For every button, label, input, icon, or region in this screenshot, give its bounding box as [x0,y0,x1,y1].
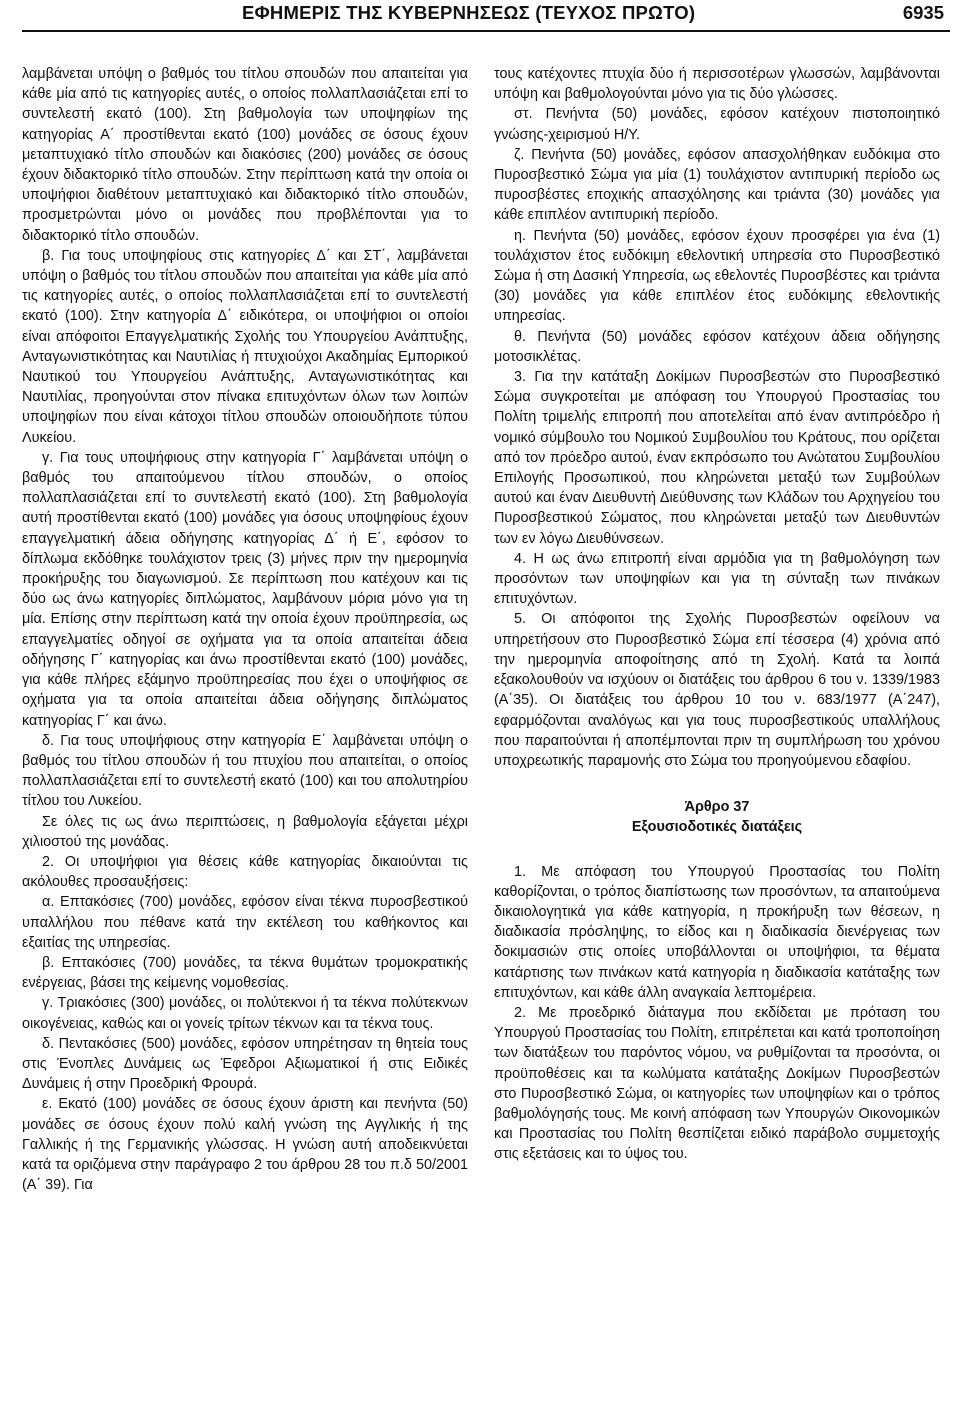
paragraph: τους κατέχοντες πτυχία δύο ή περισσοτέρων γλωσσών, λαμβάνονται υπόψη και βαθμολογούνται μόνο για τις δύο γλώσσες. [494,66,940,103]
paragraph: η. Πενήντα (50) μονάδες, εφόσον έχουν προσφέρει για ένα (1) τουλάχιστον έτος ευδόκιμη εθελοντική υπηρεσία στο Πυροσβεστικό Σώμα ή στη Δασική Υπηρεσία, ως εθελοντές Πυροσβέστες και τριάντα (30) μονάδες για κάθε επιπλέον έτος ευδόκιμης εθελοντικής υπηρεσίας. [494,227,940,325]
article-number: Άρθρο 37 [684,799,750,816]
paragraph: 5. Οι απόφοιτοι της Σχολής Πυροσβεστών οφείλουν να υπηρετήσουν στο Πυροσβεστικό Σώμα επί τέσσερα (4) χρόνια από την ημερομηνία αποφοίτησης από τη Σχολή. Κατά τα λοιπά εξακολουθούν να ισχύουν οι διατάξεις του άρθρου 6 του ν. 1339/1983 (Α΄35). Οι διατάξεις του άρθρου 10 του ν. 683/1977 (Α΄247), εφαρμόζονται αναλόγως και για τους πυροσβεστικούς υπαλλήλους που παραιτούνται ή αποπέμπονται πριν τη συμπλήρωση του χρόνου υποχρεωτικής παραμονής στο Σώμα του προηγούμενου εδαφίου. [494,611,940,769]
paragraph: 4. Η ως άνω επιτροπή είναι αρμόδια για τη βαθμολόγηση των προσόντων των υποψηφίων και για τη σύνταξη των πινάκων επιτυχόντων. [494,550,940,608]
text-columns [22,64,950,1195]
paragraph: δ. Για τους υποψήφιους στην κατηγορία Ε΄ λαμβάνεται υπόψη ο βαθμός του τίτλου σπουδών ή του πτυχίου που απαιτείται, ο οποίος πολλαπλασιάζεται επί το συντελεστή εκατό (100) και του απολυτηρίου τίτλου του Λυκείου. [22,732,468,810]
paragraph: Σε όλες τις ως άνω περιπτώσεις, η βαθμολογία εξάγεται μέχρι χιλιοστού της μονάδας. [22,813,468,850]
paragraph: στ. Πενήντα (50) μονάδες, εφόσον κατέχουν πιστοποιητικό γνώσης-χειρισμού Η/Υ. [494,106,940,143]
running-header [22,0,950,32]
paragraph: ζ. Πενήντα (50) μονάδες, εφόσον απασχολήθηκαν ευδόκιμα στο Πυροσβεστικό Σώμα για μία (1) τουλάχιστον αντιπυρική περίοδο ως πυροσβέστες εποχικής απασχόλησης και τριάντα (30) μονάδες για κάθε επιπλέον αντιπυρική περίοδο. [494,146,940,224]
paragraph: γ. Για τους υποψήφιους στην κατηγορία Γ΄ λαμβάνεται υπόψη ο βαθμός του απαιτούμενου τίτλου σπουδών, ο οποίος πολλαπλασιάζεται επί το συντελεστή εκατό (100). Στη βαθμολογία αυτή προστίθενται εκατό (100) μονάδες για όσους υποψηφίους έχουν επαγγελματική άδεια οδήγησης κατηγορίας Δ΄ ή Ε΄, εφόσον το δίπλωμα εκδόθηκε τουλάχιστον τρεις (3) μήνες πριν την ημερομηνία προκήρυξης του διαγωνισμού. Σε περίπτωση που κατέχουν και τις δύο ως άνω κατηγορίες διπλώματος, λαμβάνουν μόρια μόνο για τη μία. Επίσης στην περίπτωση κατά την οποία έχουν προϋπηρεσία, ως επαγγελματίες οδηγοί σε οχήματα για τα οποία απαιτείται άδεια οδήγησης Γ΄ κατηγορίας και άνω προστίθενται εκατό (100) μονάδες, για κάθε πλήρες εξάμηνο προϋπηρεσίας που έχει ο υποψήφιος σε οχήματα για τα οποία απαιτείται άδεια οδήγησης διπλώματος κατηγορίας Γ΄ και άνω. [22,449,468,729]
paragraph: α. Επτακόσιες (700) μονάδες, εφόσον είναι τέκνα πυροσβεστικού υπαλλήλου που πέθανε κατά την εκτέλεση του καθήκοντος και εξαιτίας της υπηρεσίας. [22,894,468,951]
paragraph: β. Για τους υποψηφίους στις κατηγορίες Δ΄ και ΣΤ΄, λαμβάνεται υπόψη ο βαθμός του τίτλου σπουδών που απαιτείται για κάθε μία από τις κατηγορίες αυτές, ο οποίος πολλαπλασιάζεται επί το συντελεστή εκατό (100). Στην κατηγορία Δ΄ ειδικότερα, οι υποψήφιοι οι οποίοι είναι απόφοιτοι Επαγγελματικής Σχολής του Υπουργείου Ανάπτυξης, Ανταγωνιστικότητας και Ναυτιλίας ή πτυχιούχοι Ακαδημίας Εμπορικού Ναυτικού του Υπουργείου Ανάπτυξης, Ανταγωνιστικότητας και Ναυτιλίας, προηγούνται στον πίνακα επιτυχόντων όλων των λοιπών υποψηφίων που είναι κάτοχοι τίτλου σπουδών οποιουδήποτε τύπου Λυκείου. [22,247,468,446]
paragraph: 2. Με προεδρικό διάταγμα που εκδίδεται με πρόταση του Υπουργού Προστασίας του Πολίτη, επιτρέπεται και κατά τροποποίηση των διατάξεων του παρόντος νόμου, να ρυθμίζονται τα προσόντα, οι προϋποθέσεις και τα κωλύματα κατάταξης Δοκίμων Πυροσβεστών στο Πυροσβεστικό Σώμα, οι κατηγορίες των υποψηφίων και ο τρόπος βαθμολόγησής τους. Με κοινή απόφαση των Υπουργών Οικονομικών και Προστασίας του Πολίτη θεσπίζεται ειδικό παράβολο συμμετοχής στις εξετάσεις και το ύψος του. [494,1004,940,1163]
paragraph: 1. Με απόφαση του Υπουργού Προστασίας του Πολίτη καθορίζονται, ο τρόπος διαπίστωσης των προσόντων, τα απαιτούμενα δικαιολογητικά για κάθε κατηγορία, η προκήρυξη των θέσεων, η διαδικασία πρόσληψης, το είδος και η διαδικασία διενέργειας των δοκιμασιών στις οποίες υποβάλλονται οι υποψήφιοι, τα θέματα κατάρτισης των πινάκων κατά κατηγορία η διαδικασία κατάταξης των επιτυχόντων, και κάθε άλλη αναγκαία λεπτομέρεια. [494,863,940,1001]
left-column [22,64,468,1195]
article-heading [494,797,940,837]
page-number: 6935 [902,2,944,23]
paragraph: γ. Τριακόσιες (300) μονάδες, οι πολύτεκνοι ή τα τέκνα πολύτεκνων οικογένειας, καθώς και οι γονείς τρίτων τέκνων και τα τέκνα τους. [22,995,468,1032]
gazette-title: ΕΦΗΜΕΡΙΣ ΤΗΣ ΚΥΒΕΡΝΗΣΕΩΣ (ΤΕΥΧΟΣ ΠΡΩΤΟ) [242,2,696,23]
paragraph: δ. Πεντακόσιες (500) μονάδες, εφόσον υπηρέτησαν τη θητεία τους στις Ένοπλες Δυνάμεις ως Έφεδροι Αξιωματικοί ή στις Ειδικές Δυνάμεις ή στην Προεδρική Φρουρά. [22,1035,468,1093]
paragraph: β. Επτακόσιες (700) μονάδες, τα τέκνα θυμάτων τρομοκρατικής ενέργειας, βάσει της κείμενης νομοθεσίας. [22,954,468,992]
right-column [494,64,940,1195]
article-title: Εξουσιοδοτικές διατάξεις [631,819,803,836]
paragraph: θ. Πενήντα (50) μονάδες εφόσον κατέχουν άδεια οδήγησης μοτοσικλέτας. [494,328,940,365]
paragraph: λαμβάνεται υπόψη ο βαθμός του τίτλου σπουδών που απαιτείται για κάθε μία από τις κατηγορίες αυτές, ο οποίος πολλαπλασιάζεται επί το συντελεστή εκατό (100). Στη βαθμολογία των υποψηφίων της κατηγορίας Α΄ προστίθενται εκατό (100) μονάδες σε όσους έχουν μεταπτυχιακό τίτλο σπουδών και διακόσιες (200) μονάδες σε όσους έχουν διδακτορικό τίτλο σπουδών. Στην περίπτωση κατά την οποία οι υποψήφιοι διαθέτουν μεταπτυχιακό και διδακτορικό τίτλο σπουδών, προσμετρώνται μόνο οι μονάδες που προβλέπονται για το διδακτορικό τίτλο σπουδών. [22,66,468,244]
paragraph: 3. Για την κατάταξη Δοκίμων Πυροσβεστών στο Πυροσβεστικό Σώμα συγκροτείται με απόφαση του Υπουργού Προστασίας του Πολίτη τριμελής επιτροπή που αποτελείται από έναν αντιπρόεδρο ή νομικό σύμβουλο του Νομικού Συμβουλίου του Κράτους, που ορίζεται από τον πρόεδρο αυτού, έναν εκπρόσωπο του Ανώτατου Συμβουλίου Επιλογής Προσωπικού, που κληρώνεται μεταξύ των Συμβούλων αυτού και έναν Διευθυντή Διεύθυνσης των Κλάδων του Αρχηγείου του Πυροσβεστικού Σώματος, που κληρώνεται μεταξύ των Διευθυντών των εν λόγω Διευθύνσεων. [494,369,940,547]
paragraph: 2. Οι υποψήφιοι για θέσεις κάθε κατηγορίας δικαιούνται τις ακόλουθες προσαυξήσεις: [22,853,468,891]
paragraph: ε. Εκατό (100) μονάδες σε όσους έχουν άριστη και πενήντα (50) μονάδες σε όσους έχουν πολύ καλή γνώση της Αγγλικής ή της Γαλλικής ή της Γερμανικής γλώσσας. Η γνώση αυτή αποδεικνύεται κατά τα οριζόμενα στην παράγραφο 2 του άρθρου 28 του π.δ 50/2001 (Α΄ 39). Για [22,1096,468,1194]
